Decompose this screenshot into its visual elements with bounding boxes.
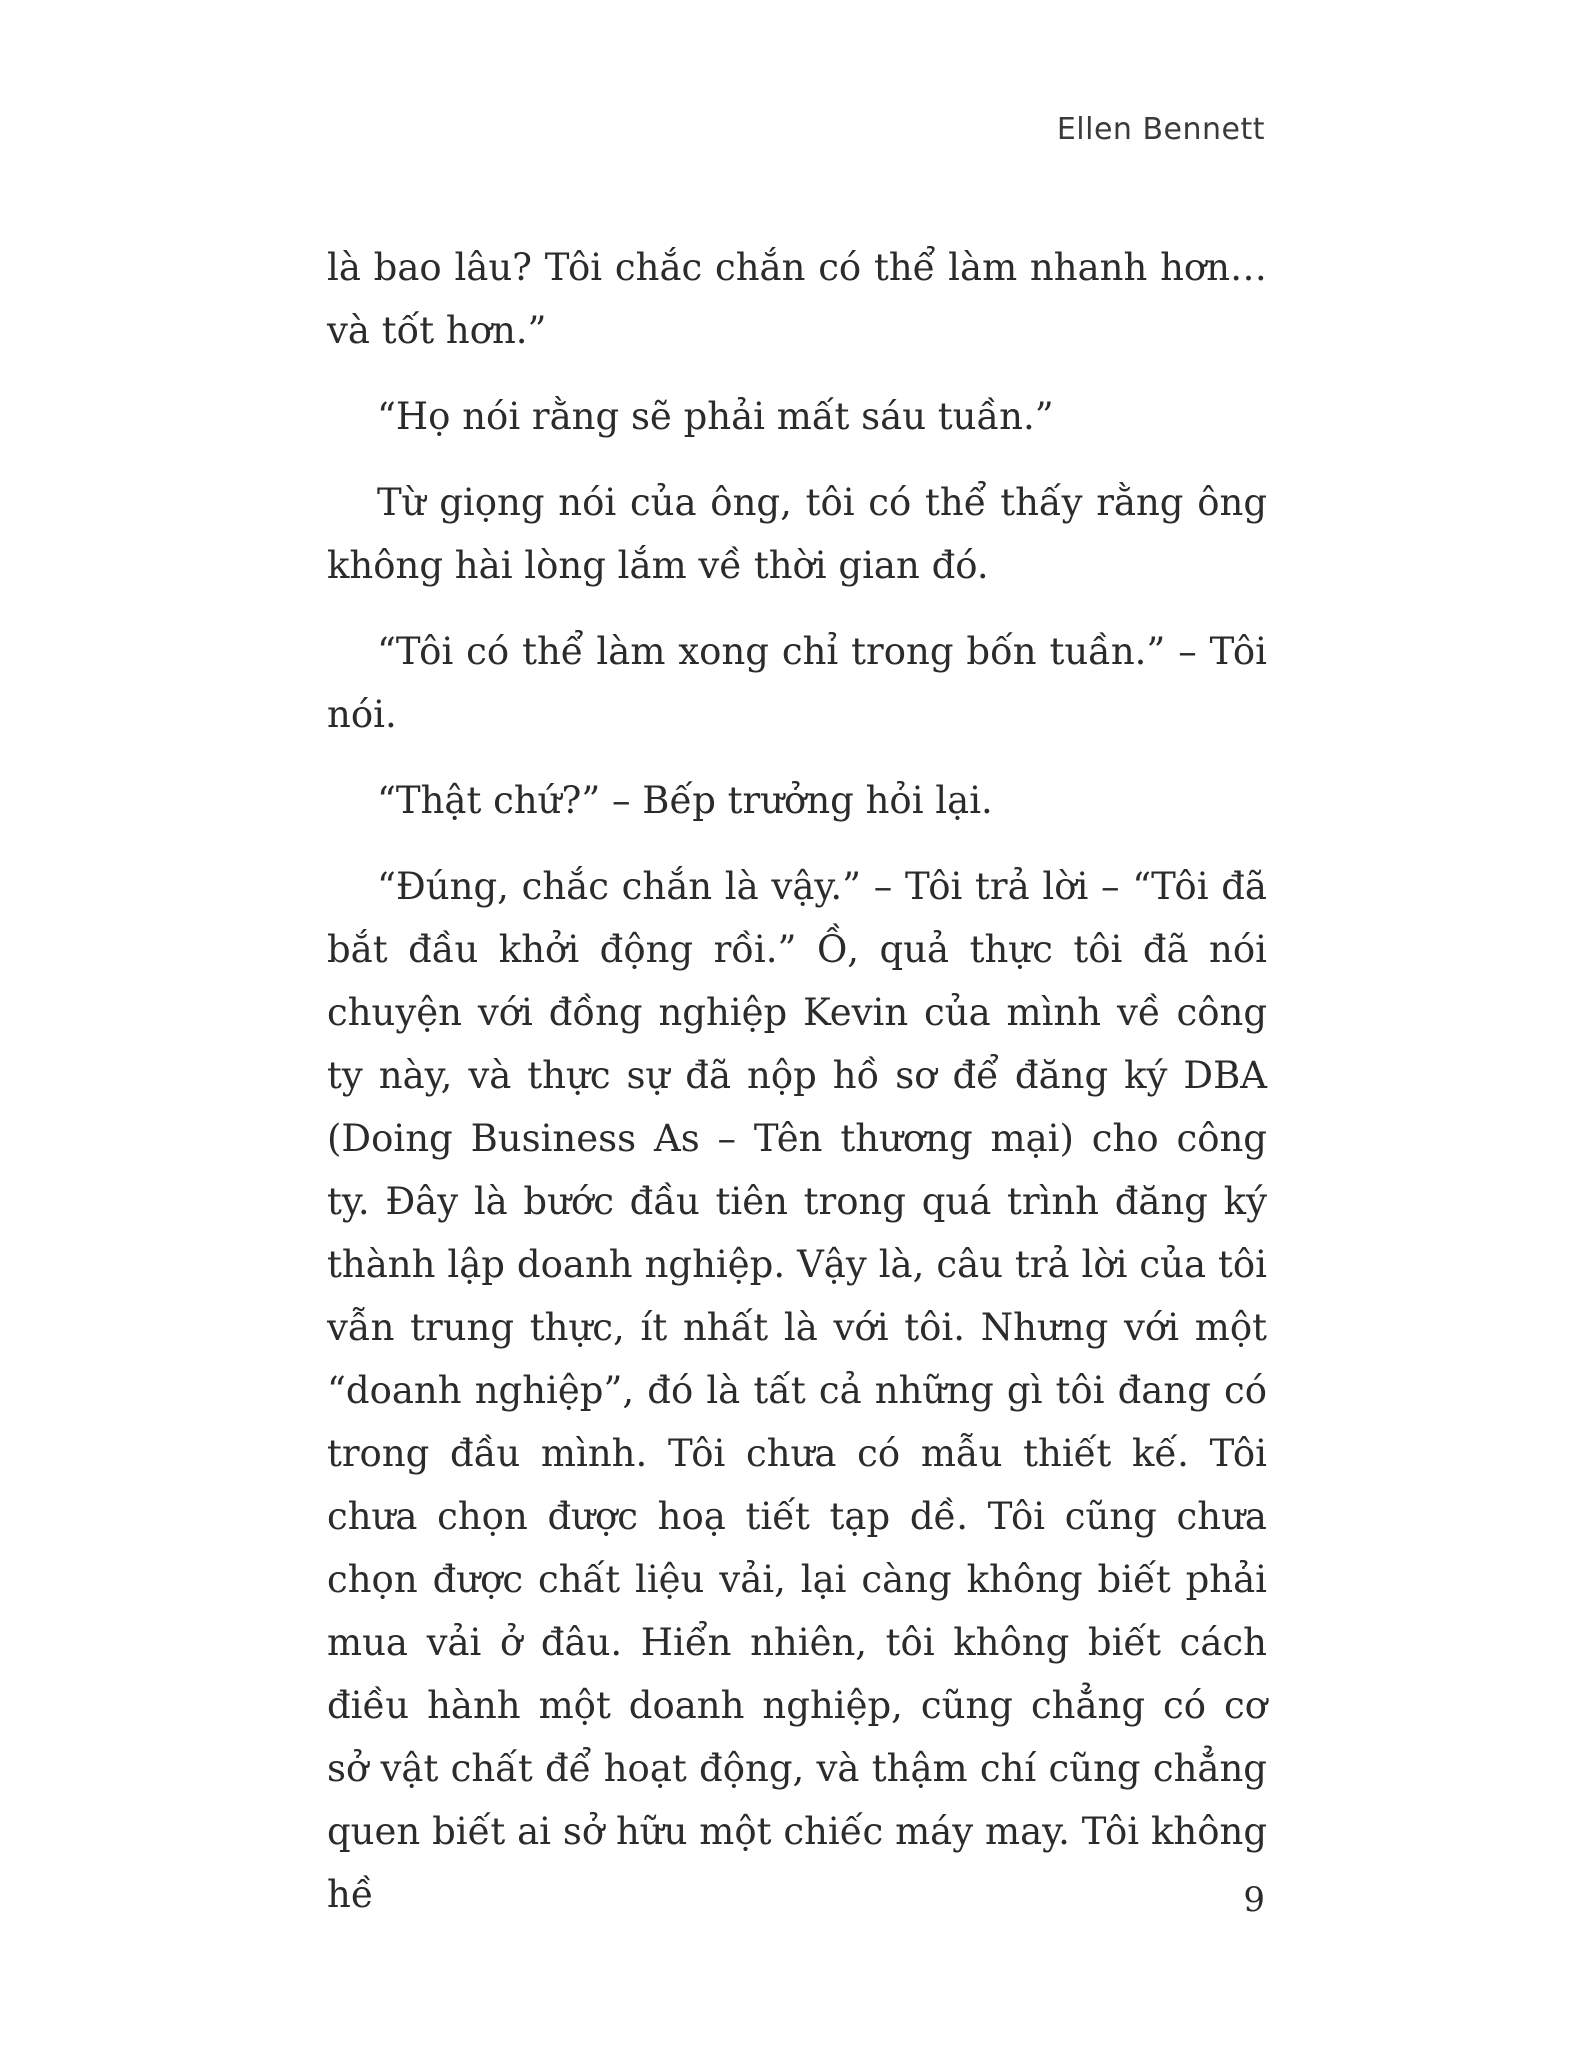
running-head-author: Ellen Bennett — [1056, 112, 1265, 147]
body-text — [327, 236, 1267, 1949]
page-number: 9 — [1243, 1880, 1265, 1920]
paragraph: “Đúng, chắc chắn là vậy.” – Tôi trả lời – “Tôi đã bắt đầu khởi động rồi.” Ồ, quả thực tôi đã nói chuyện với đồng nghiệp Kevin của mình về công ty này, và thực sự đã nộp hồ sơ để đăng ký DBA (Doing Business As – Tên thương mại) cho công ty. Đây là bước đầu tiên trong quá trình đăng ký thành lập doanh nghiệp. Vậy là, câu trả lời của tôi vẫn trung thực, ít nhất là với tôi. Nhưng với một “doanh nghiệp”, đó là tất cả những gì tôi đang có trong đầu mình. Tôi chưa có mẫu thiết kế. Tôi chưa chọn được hoạ tiết tạp dề. Tôi cũng chưa chọn được chất liệu vải, lại càng không biết phải mua vải ở đâu. Hiển nhiên, tôi không biết cách điều hành một doanh nghiệp, cũng chẳng có cơ sở vật chất để hoạt động, và thậm chí cũng chẳng quen biết ai sở hữu một chiếc máy may. Tôi không hề — [327, 865, 1267, 1916]
paragraph-continued: là bao lâu? Tôi chắc chắn có thể làm nhanh hơn… và tốt hơn.” — [327, 246, 1267, 352]
paragraph: Từ giọng nói của ông, tôi có thể thấy rằng ông không hài lòng lắm về thời gian đó. — [327, 481, 1267, 587]
paragraph: “Tôi có thể làm xong chỉ trong bốn tuần.” – Tôi nói. — [327, 630, 1267, 736]
paragraph: “Họ nói rằng sẽ phải mất sáu tuần.” — [377, 395, 1054, 438]
paragraph: “Thật chứ?” – Bếp trưởng hỏi lại. — [377, 779, 993, 822]
